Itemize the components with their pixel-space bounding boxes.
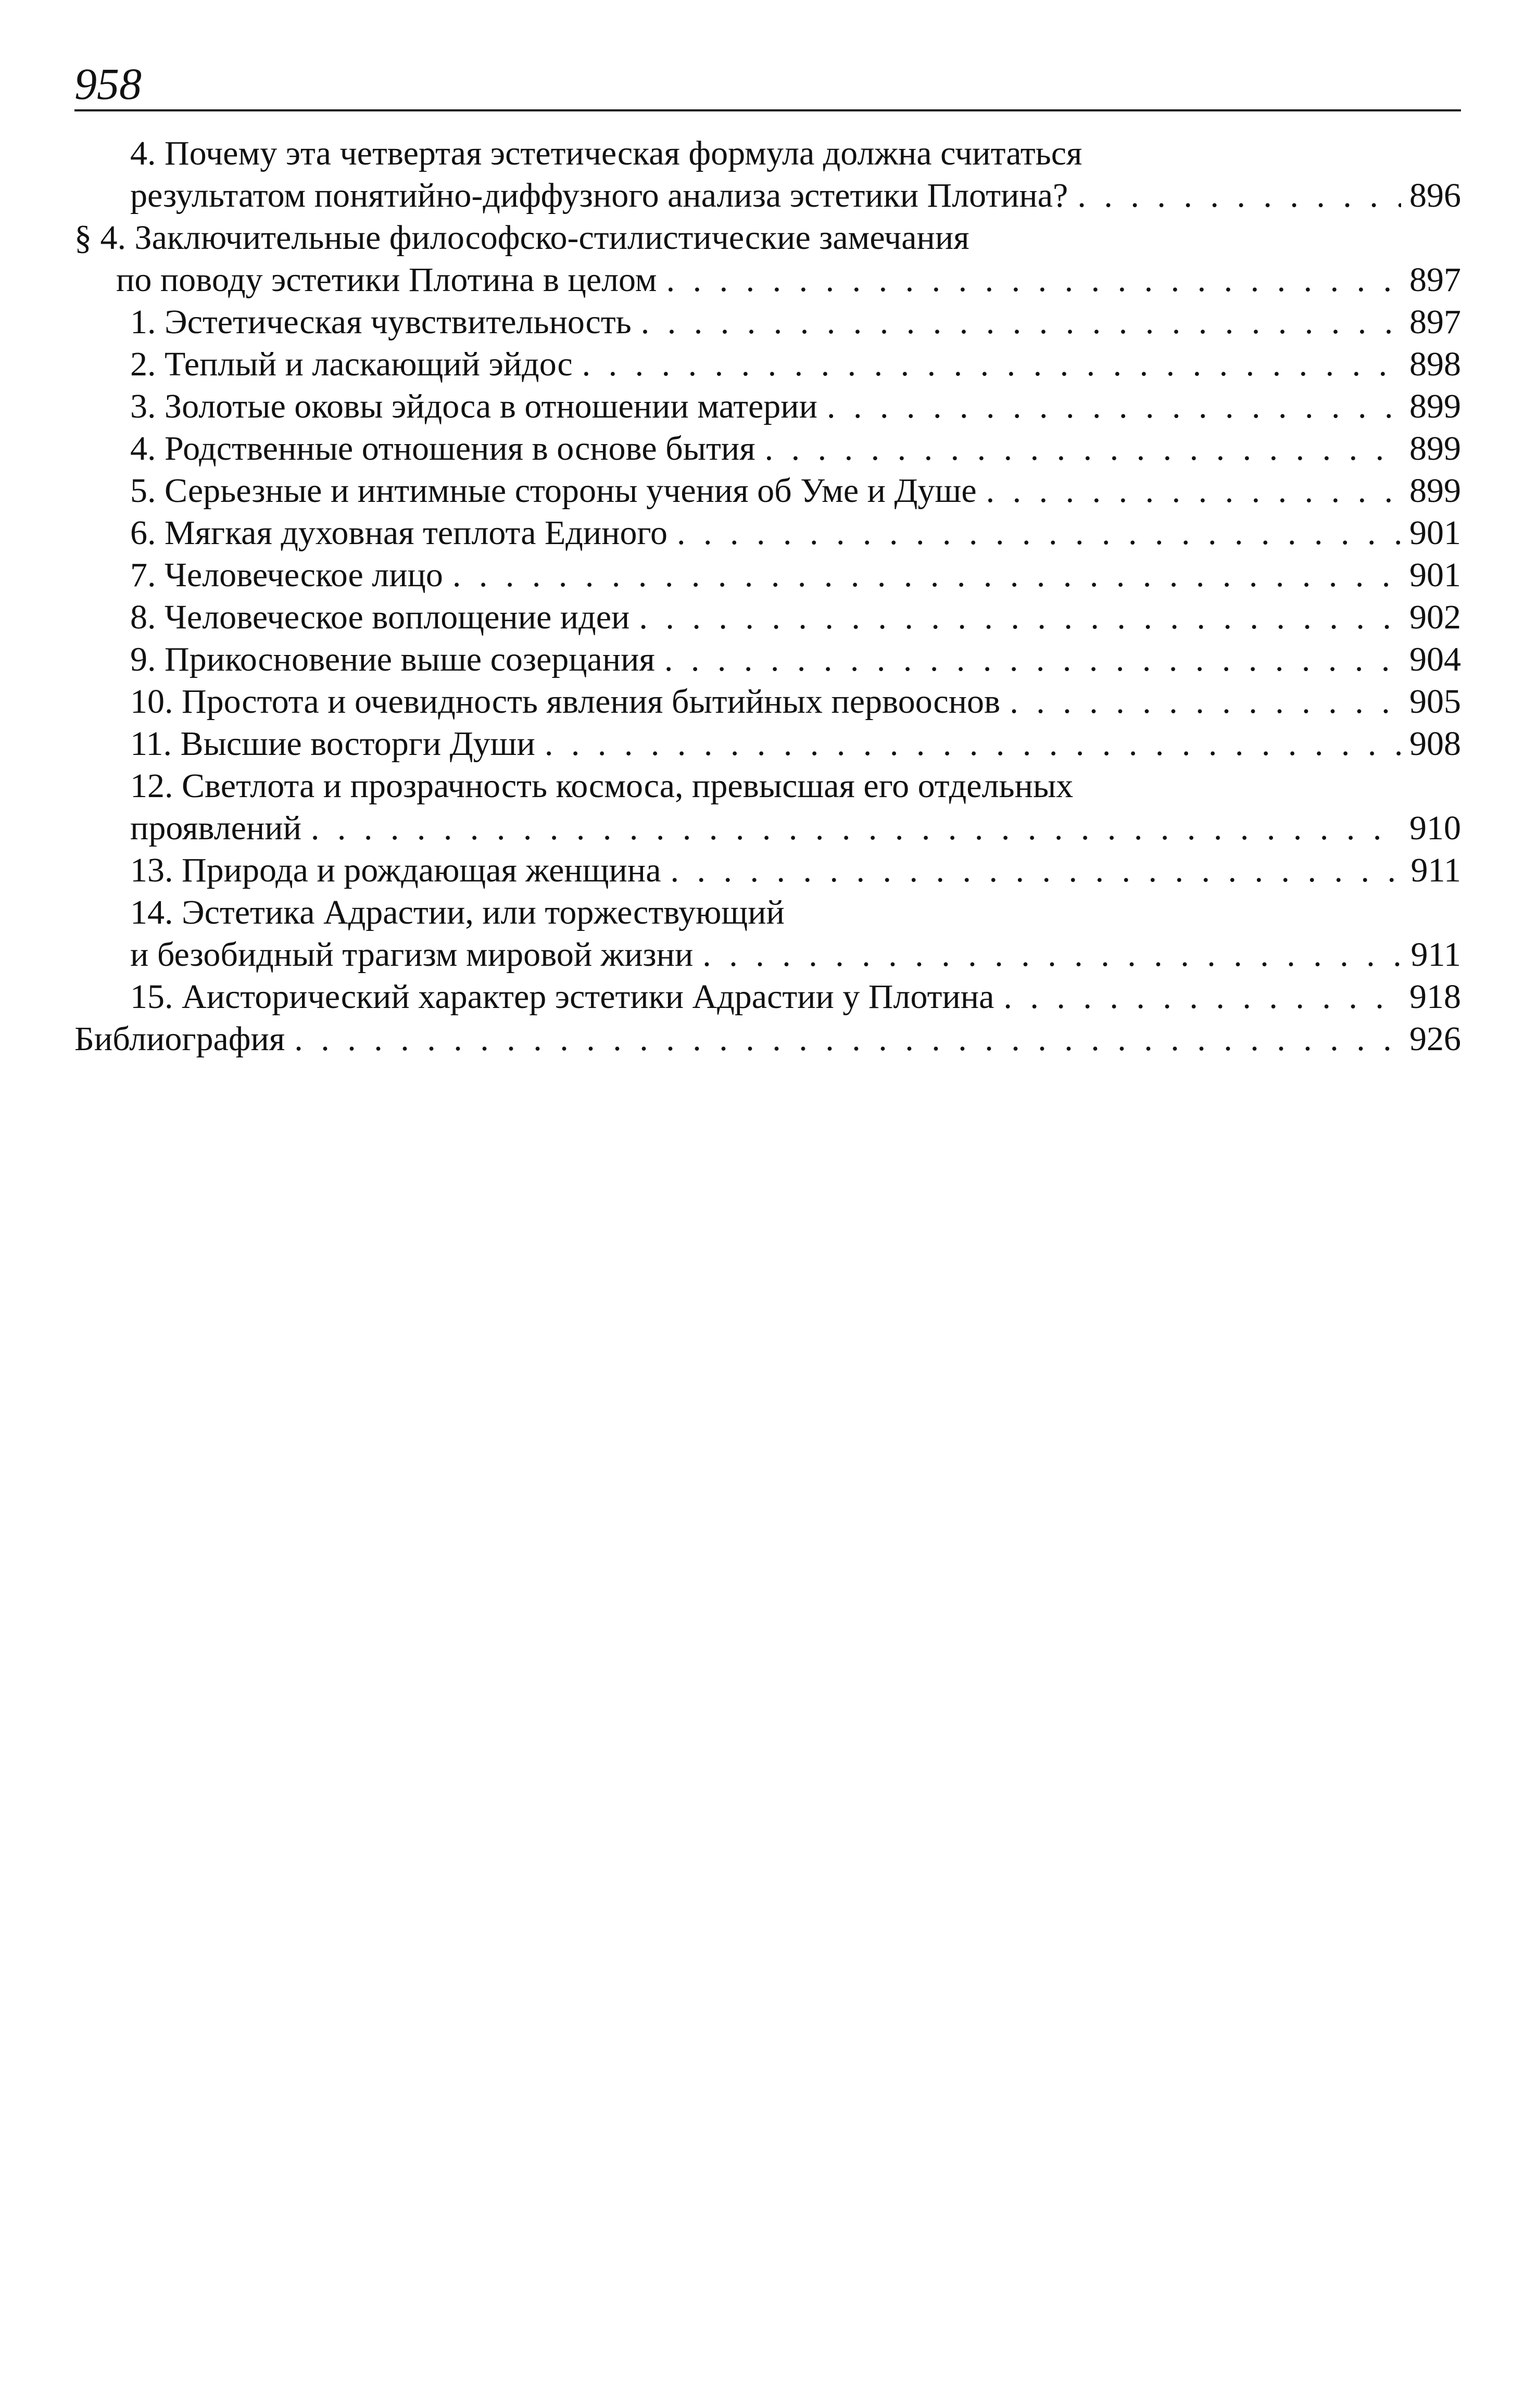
toc-entry-title: 13. Природа и рождающая женщина [130,851,661,889]
toc-entry-title: Библиография [74,1020,285,1058]
toc-entry [74,301,1461,343]
toc-entry [74,554,1461,596]
toc-entry-page-number: 911 [1410,936,1461,974]
toc-entry [74,680,1461,723]
toc-entry-title: 9. Прикосновение выше созерцания [130,640,655,678]
toc-entry-leader-row [74,259,1461,301]
dot-leader [294,1018,1401,1060]
dot-leader [671,849,1403,891]
toc-entry-title: 6. Мягкая духовная теплота Единого [130,514,667,552]
toc-entry [74,385,1461,427]
toc-entry [74,1018,1461,1060]
toc-entry-leader-row [130,807,1461,849]
toc-entry-title: 1. Эстетическая чувствительность [130,303,632,341]
toc-entry-page-number: 897 [1409,303,1461,341]
toc-entry-title-line: 4. Почему эта четвертая эстетическая формула должна считаться [130,134,1082,172]
dot-leader [827,385,1401,427]
dot-leader [452,554,1401,596]
toc-entry-leader-row [130,723,1461,765]
toc-entry [74,132,1461,217]
toc-entry-leader-row [130,934,1461,976]
toc-entry-leader-row [130,849,1461,891]
toc-entry-title: 8. Человеческое воплощение идеи [130,598,630,636]
toc-entry-leader-row [130,638,1461,680]
toc-entry-leader-row [130,301,1461,343]
toc-entry-title: проявлений [130,809,301,847]
dot-leader [545,723,1401,765]
toc-entry-leader-row [130,596,1461,638]
toc-entry-page-number: 911 [1410,851,1461,889]
dot-leader [1003,976,1401,1018]
toc-entry-leader-row [130,343,1461,385]
toc-entry-page-number: 899 [1409,472,1461,510]
toc-entry-page-number: 905 [1409,683,1461,721]
page-header [74,52,1461,111]
toc-entry-page-number: 901 [1409,556,1461,594]
toc-entry-page-number: 897 [1409,261,1461,299]
toc-entry-page-number: 899 [1409,430,1461,468]
toc-entry-title: 15. Аисторический характер эстетики Адрастии у Плотина [130,978,994,1016]
toc-entry-title-line: § 4. Заключительные философско-стилистические замечания [74,219,969,257]
toc-entry-title: 11. Высшие восторги Души [130,725,535,763]
toc-entry-title: 3. Золотые оковы эйдоса в отношении материи [130,387,817,425]
toc-entry-leader-row [130,512,1461,554]
toc-entry-leader-row [130,976,1461,1018]
toc-entry-page-number: 926 [1409,1020,1461,1058]
toc-entry-page-number: 908 [1409,725,1461,763]
page-number: 958 [74,59,142,109]
toc-entry [74,427,1461,470]
toc-entry-page-number: 898 [1409,345,1461,383]
toc-entry-title: 5. Серьезные и интимные стороны учения об Уме и Душе [130,472,977,510]
dot-leader [677,512,1401,554]
dot-leader [1010,680,1401,723]
toc-entry [74,343,1461,385]
toc-entry-leader-row [130,680,1461,723]
dot-leader [311,807,1401,849]
dot-leader [641,301,1401,343]
toc-entry-title: 4. Родственные отношения в основе бытия [130,430,755,468]
toc-entry-page-number: 901 [1409,514,1461,552]
toc-entry [74,470,1461,512]
toc-entry-page-number: 902 [1409,598,1461,636]
dot-leader [702,934,1402,976]
toc-entry [74,723,1461,765]
toc-entry-title: по поводу эстетики Плотина в целом [116,261,657,299]
toc-entry [74,596,1461,638]
toc-entry-title: результатом понятийно-диффузного анализа эстетики Плотина? [130,176,1068,215]
toc-entry [74,512,1461,554]
table-of-contents [74,132,1461,1060]
dot-leader [639,596,1401,638]
toc-entry-title: и безобидный трагизм мировой жизни [130,936,694,974]
toc-entry-page-number: 918 [1409,978,1461,1016]
toc-entry-page-number: 896 [1409,176,1461,215]
toc-entry [74,891,1461,976]
toc-entry-title: 2. Теплый и ласкающий эйдос [130,345,573,383]
toc-entry [74,976,1461,1018]
toc-entry-title-line: 12. Светлота и прозрачность космоса, превысшая его отдельных [130,767,1074,805]
toc-entry-title: 10. Простота и очевидность явления бытийных первооснов [130,683,1001,721]
toc-entry-leader-row [74,1018,1461,1060]
toc-entry-page-number: 904 [1409,640,1461,678]
toc-entry [74,849,1461,891]
toc-entry-leader-row [130,554,1461,596]
toc-entry-leader-row [130,174,1461,217]
toc-entry-leader-row [130,470,1461,512]
toc-entry-page-number: 910 [1409,809,1461,847]
dot-leader [666,259,1401,301]
toc-entry [74,765,1461,849]
toc-entry-leader-row [130,427,1461,470]
toc-entry [74,638,1461,680]
dot-leader [1077,174,1401,217]
toc-entry-page-number: 899 [1409,387,1461,425]
toc-entry-leader-row [130,385,1461,427]
dot-leader [664,638,1401,680]
toc-entry-title-line: 14. Эстетика Адрастии, или торжествующий [130,893,785,931]
book-page [74,52,1461,1060]
dot-leader [765,427,1401,470]
dot-leader [986,470,1401,512]
dot-leader [582,343,1401,385]
toc-entry [74,217,1461,301]
toc-entry-title: 7. Человеческое лицо [130,556,443,594]
